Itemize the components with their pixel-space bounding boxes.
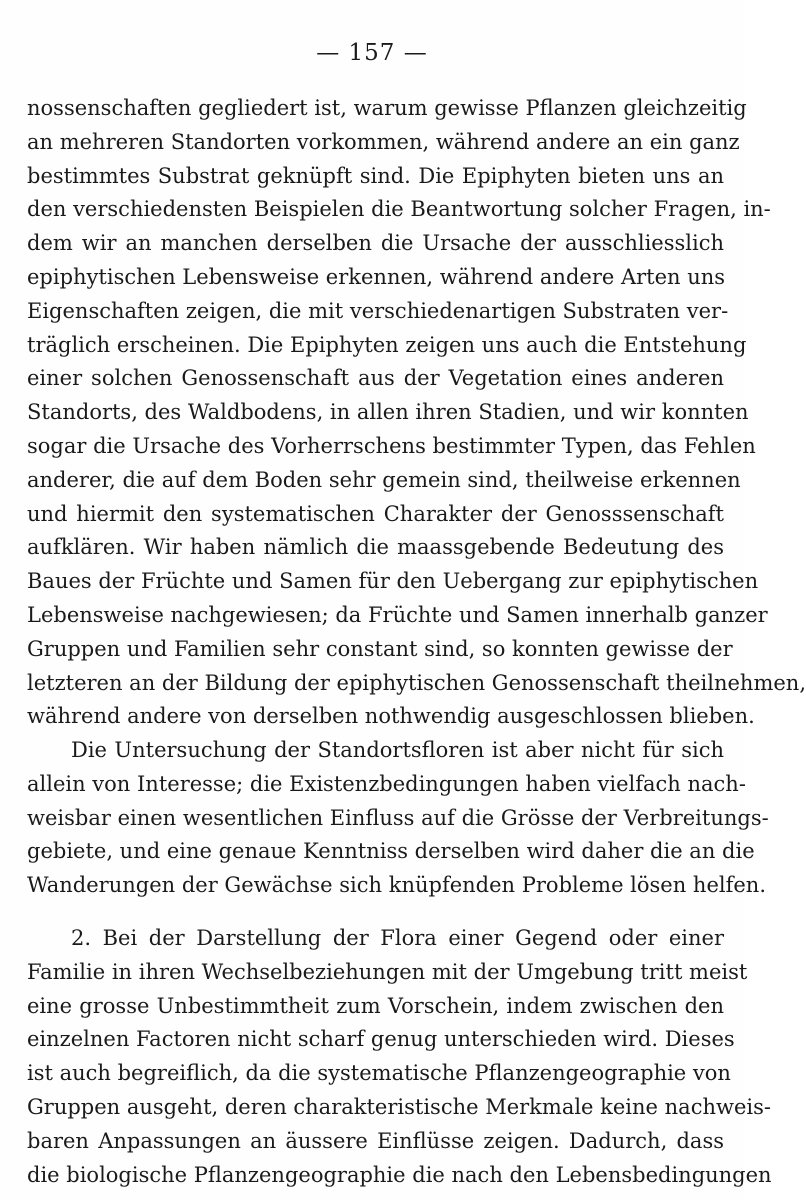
text-line: Standorts, des Waldbodens, in allen ihren Stadien, und wir konnten — [27, 400, 749, 425]
text-line: aufklären. Wir haben nämlich die maassgebende Bedeutung des — [27, 535, 724, 560]
text-line: allein von Interesse; die Existenzbedingungen haben vielfach nach- — [27, 771, 746, 796]
text-line: gebiete, und eine genaue Kenntniss derselben wird daher die an die — [27, 839, 755, 864]
text-line: baren Anpassungen an äussere Einflüsse zeigen. Dadurch, dass — [27, 1128, 724, 1153]
text-line: Baues der Früchte und Samen für den Uebergang zur epiphytischen — [27, 569, 759, 594]
text-line: und hiermit den systematischen Charakter der Genosssenschaft — [27, 501, 724, 526]
text-line: dem wir an manchen derselben die Ursache der ausschliesslich — [27, 231, 724, 256]
text-line: während andere von derselben nothwendig ausgeschlossen blieben. — [27, 704, 755, 729]
text-line: epiphytischen Lebensweise erkennen, während andere Arten uns — [27, 264, 726, 289]
text-line: Gruppen und Familien sehr constant sind, so konnten gewisse der — [27, 636, 733, 661]
text-line: Wanderungen der Gewächse sich knüpfenden Probleme lösen helfen. — [27, 873, 766, 898]
text-line: sogar die Ursache des Vorherrschens bestimmter Typen, das Fehlen — [27, 433, 756, 458]
text-line: nossenschaften gegliedert ist, warum gewisse Pflanzen gleichzeitig — [27, 96, 747, 120]
paragraph-2 — [27, 734, 769, 903]
text-line: Lebensweise nachgewiesen; da Früchte und Samen innerhalb ganzer — [27, 602, 768, 627]
text-line: 2. Bei der Darstellung der Flora einer Gegend oder einer — [71, 926, 724, 950]
text-line: letzteren an der Bildung der epiphytischen Genossenschaft theilnehmen, — [27, 670, 806, 695]
text-line: Familie in ihren Wechselbeziehungen mit der Umgebung tritt meist — [27, 959, 748, 984]
paragraph-3 — [27, 922, 772, 1192]
text-line: einzelnen Factoren nicht scharf genug unterschieden wird. Dieses — [27, 1027, 735, 1052]
text-line: anderer, die auf dem Boden sehr gemein sind, theilweise erkennen — [27, 467, 741, 492]
text-line: ist auch begreiflich, da die systematische Pflanzengeographie von — [27, 1061, 731, 1086]
text-line: bestimmtes Substrat geknüpft sind. Die Epiphyten bieten uns an — [27, 163, 724, 188]
text-line: Die Untersuchung der Standortsfloren ist aber nicht für sich — [71, 738, 724, 762]
text-line: träglich erscheinen. Die Epiphyten zeigen uns auch die Entstehung — [27, 332, 747, 357]
text-line: den verschiedensten Beispielen die Beantwortung solcher Fragen, in- — [27, 197, 771, 222]
page-number: — 157 — — [316, 40, 428, 66]
text-line: einer solchen Genossenschaft aus der Vegetation eines anderen — [27, 366, 724, 391]
text-line: an mehreren Standorten vorkommen, während andere an ein ganz — [27, 129, 740, 154]
text-line: Gruppen ausgeht, deren charakteristische Merkmale keine nachweis- — [27, 1094, 771, 1119]
text-line: eine grosse Unbestimmtheit zum Vorschein, indem zwischen den — [27, 993, 724, 1018]
paragraph-1 — [27, 92, 806, 734]
text-line: die biologische Pflanzengeographie die nach den Lebensbedingungen — [27, 1162, 772, 1187]
text-line: weisbar einen wesentlichen Einfluss auf die Grösse der Verbreitungs- — [27, 805, 769, 830]
text-line: Eigenschaften zeigen, die mit verschiedenartigen Substraten ver- — [27, 298, 729, 323]
